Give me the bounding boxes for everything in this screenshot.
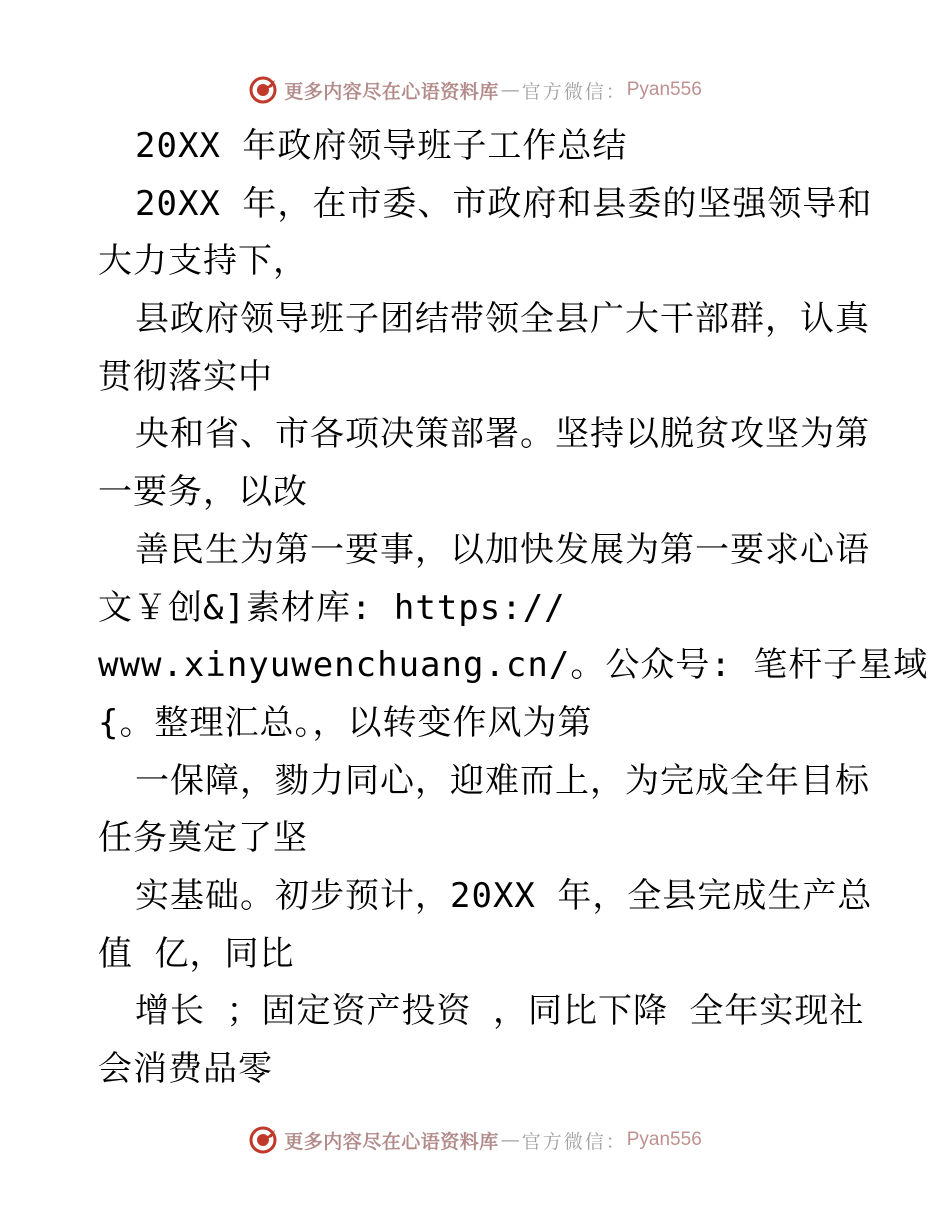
banner-brand-text: 更多内容尽在心语资料库 <box>284 1130 499 1153</box>
paragraph-line: 文￥创&]素材库: https:// <box>98 587 566 628</box>
banner-official-label: 官方微信： <box>521 80 627 103</box>
banner-wechat-id: Pyan556 <box>626 79 702 100</box>
banner-dash: — <box>500 79 520 101</box>
paragraph-line: 任务奠定了坚 <box>98 818 308 859</box>
paragraph-line: 一要务，以改 <box>98 472 308 513</box>
banner-wechat-id: Pyan556 <box>626 1129 702 1150</box>
header-banner <box>0 70 950 110</box>
pen-nib-icon <box>248 1125 278 1155</box>
paragraph-line: www.xinyuwenchuang.cn/。公众号: 笔杆子星域 <box>98 645 929 686</box>
paragraph-line: 央和省、市各项决策部署。坚持以脱贫攻坚为第 <box>135 414 870 455</box>
paragraph-line: 增长 ；固定资产投资 ，同比下降 全年实现社 <box>135 991 865 1032</box>
banner-official-label: 官方微信： <box>521 1130 627 1153</box>
paragraph-line: 值 亿，同比 <box>98 933 295 974</box>
pen-nib-icon <box>248 75 278 105</box>
paragraph-line: 善民生为第一要事，以加快发展为第一要求心语 <box>135 529 870 570</box>
paragraph-line: 一保障，勠力同心，迎难而上，为完成全年目标 <box>135 760 870 801</box>
paragraph-line: 县政府领导班子团结带领全县广大干部群，认真 <box>135 299 870 340</box>
banner-brand-text: 更多内容尽在心语资料库 <box>284 80 499 103</box>
paragraph-line: {。整理汇总。，以转变作风为第 <box>98 702 593 743</box>
paragraph-line: 大力支持下， <box>98 241 308 282</box>
document-body <box>98 118 929 1099</box>
paragraph-line: 20XX 年，在市委、市政府和县委的坚强领导和 <box>135 183 873 224</box>
footer-banner <box>0 1120 950 1160</box>
paragraph-line: 实基础。初步预计，20XX 年，全县完成生产总 <box>135 875 873 916</box>
banner-dash: — <box>500 1129 520 1151</box>
paragraph-line: 贯彻落实中 <box>98 356 273 397</box>
paragraph-line: 会消费品零 <box>98 1049 273 1089</box>
document-title: 20XX 年政府领导班子工作总结 <box>135 126 628 166</box>
